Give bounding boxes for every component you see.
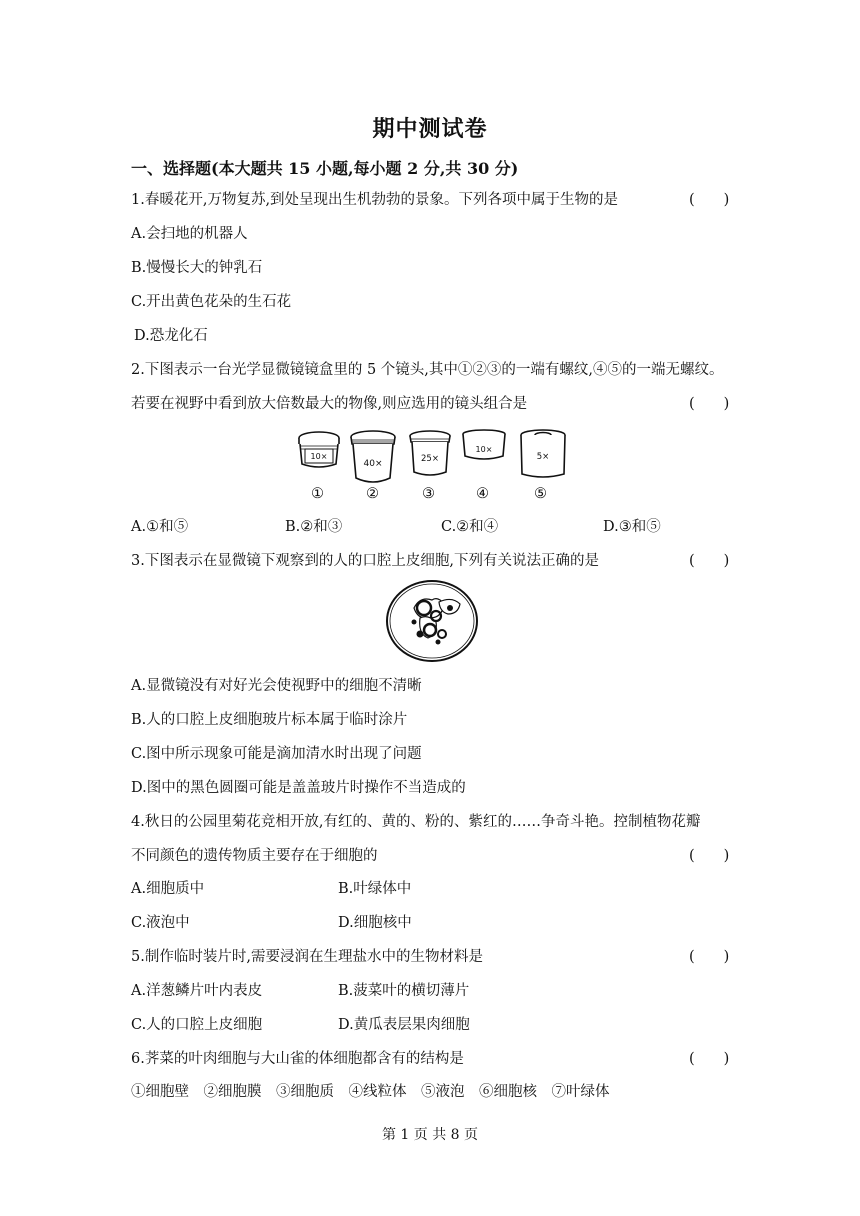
lens-3-objective-25x — [410, 431, 450, 475]
lens-3-label: 25× — [421, 454, 439, 464]
lens-2-objective-40x — [351, 431, 395, 482]
q4-option-d: D.细胞核中 — [338, 915, 412, 931]
page-title: 期中测试卷 — [372, 116, 488, 142]
lens-number-1: ① — [311, 486, 324, 502]
lens-2-label: 40× — [363, 459, 383, 469]
q3-option-d: D.图中的黑色圆圈可能是盖盖玻片时操作不当造成的 — [131, 780, 466, 796]
q2-answer-bracket: ( ) — [689, 396, 730, 412]
q1-answer-bracket: ( ) — [689, 192, 730, 208]
q4-answer-bracket: ( ) — [689, 848, 730, 864]
q5-option-d: D.黄瓜表层果肉细胞 — [338, 1017, 470, 1033]
q2-option-d: D.③和⑤ — [603, 519, 661, 535]
q6-stem: 6.荠菜的叶肉细胞与大山雀的体细胞都含有的结构是 — [131, 1051, 464, 1067]
q4-stem-line1: 4.秋日的公园里菊花竞相开放,有红的、黄的、粉的、紫红的……争奇斗艳。控制植物花瓣 — [131, 814, 701, 830]
q6-answer-bracket: ( ) — [689, 1051, 730, 1067]
q2-option-b: B.②和③ — [285, 519, 343, 535]
q2-stem-line2: 若要在视野中看到放大倍数最大的物像,则应选用的镜头组合是 — [131, 396, 528, 412]
q1-option-b: B.慢慢长大的钟乳石 — [131, 260, 263, 276]
lens-number-2: ② — [366, 486, 379, 502]
lens-5-eyepiece-5x — [521, 430, 565, 477]
q1-option-d: D.恐龙化石 — [134, 328, 208, 344]
q5-option-b: B.菠菜叶的横切薄片 — [338, 983, 470, 999]
q5-option-a: A.洋葱鳞片叶内表皮 — [131, 983, 263, 999]
lens-4-label: 10× — [475, 445, 493, 454]
q4-stem-line2: 不同颜色的遗传物质主要存在于细胞的 — [131, 848, 378, 864]
section-heading: 一、选择题(本大题共 15 小题,每小题 2 分,共 30 分) — [131, 159, 519, 178]
cheek-cell-micrograph — [384, 578, 480, 664]
lens-1-objective-10x — [299, 432, 339, 467]
q2-option-a: A.①和⑤ — [131, 519, 189, 535]
page-footer: 第 1 页 共 8 页 — [381, 1127, 479, 1143]
q4-option-c: C.液泡中 — [131, 915, 190, 931]
q5-stem: 5.制作临时装片时,需要浸润在生理盐水中的生物材料是 — [131, 949, 483, 965]
q3-option-b: B.人的口腔上皮细胞玻片标本属于临时涂片 — [131, 712, 408, 728]
q1-option-a: A.会扫地的机器人 — [131, 226, 248, 242]
lens-5-label: 5× — [536, 452, 550, 462]
q2-option-c: C.②和④ — [441, 519, 499, 535]
lens-number-5: ⑤ — [534, 486, 547, 502]
q4-option-b: B.叶绿体中 — [338, 881, 412, 897]
q3-stem: 3.下图表示在显微镜下观察到的人的口腔上皮细胞,下列有关说法正确的是 — [131, 553, 599, 569]
lens-4-eyepiece-10x — [463, 430, 505, 459]
q4-option-a: A.细胞质中 — [131, 881, 205, 897]
q6-structure-list: ①细胞壁 ②细胞膜 ③细胞质 ④线粒体 ⑤液泡 ⑥细胞核 ⑦叶绿体 — [131, 1084, 610, 1100]
q5-option-c: C.人的口腔上皮细胞 — [131, 1017, 263, 1033]
q3-option-c: C.图中所示现象可能是滴加清水时出现了问题 — [131, 746, 422, 762]
lens-1-label: 10× — [310, 452, 328, 461]
q3-option-a: A.显微镜没有对好光会使视野中的细胞不清晰 — [131, 678, 422, 694]
q3-answer-bracket: ( ) — [689, 553, 730, 569]
q1-stem: 1.春暖花开,万物复苏,到处呈现出生机勃勃的景象。下列各项中属于生物的是 — [131, 192, 619, 208]
lens-number-3: ③ — [422, 486, 435, 502]
q1-option-c: C.开出黄色花朵的生石花 — [131, 294, 292, 310]
lens-number-4: ④ — [476, 486, 489, 502]
q2-stem-line1: 2.下图表示一台光学显微镜镜盒里的 5 个镜头,其中①②③的一端有螺纹,④⑤的一端无螺纹。 — [131, 362, 724, 378]
q5-answer-bracket: ( ) — [689, 949, 730, 965]
